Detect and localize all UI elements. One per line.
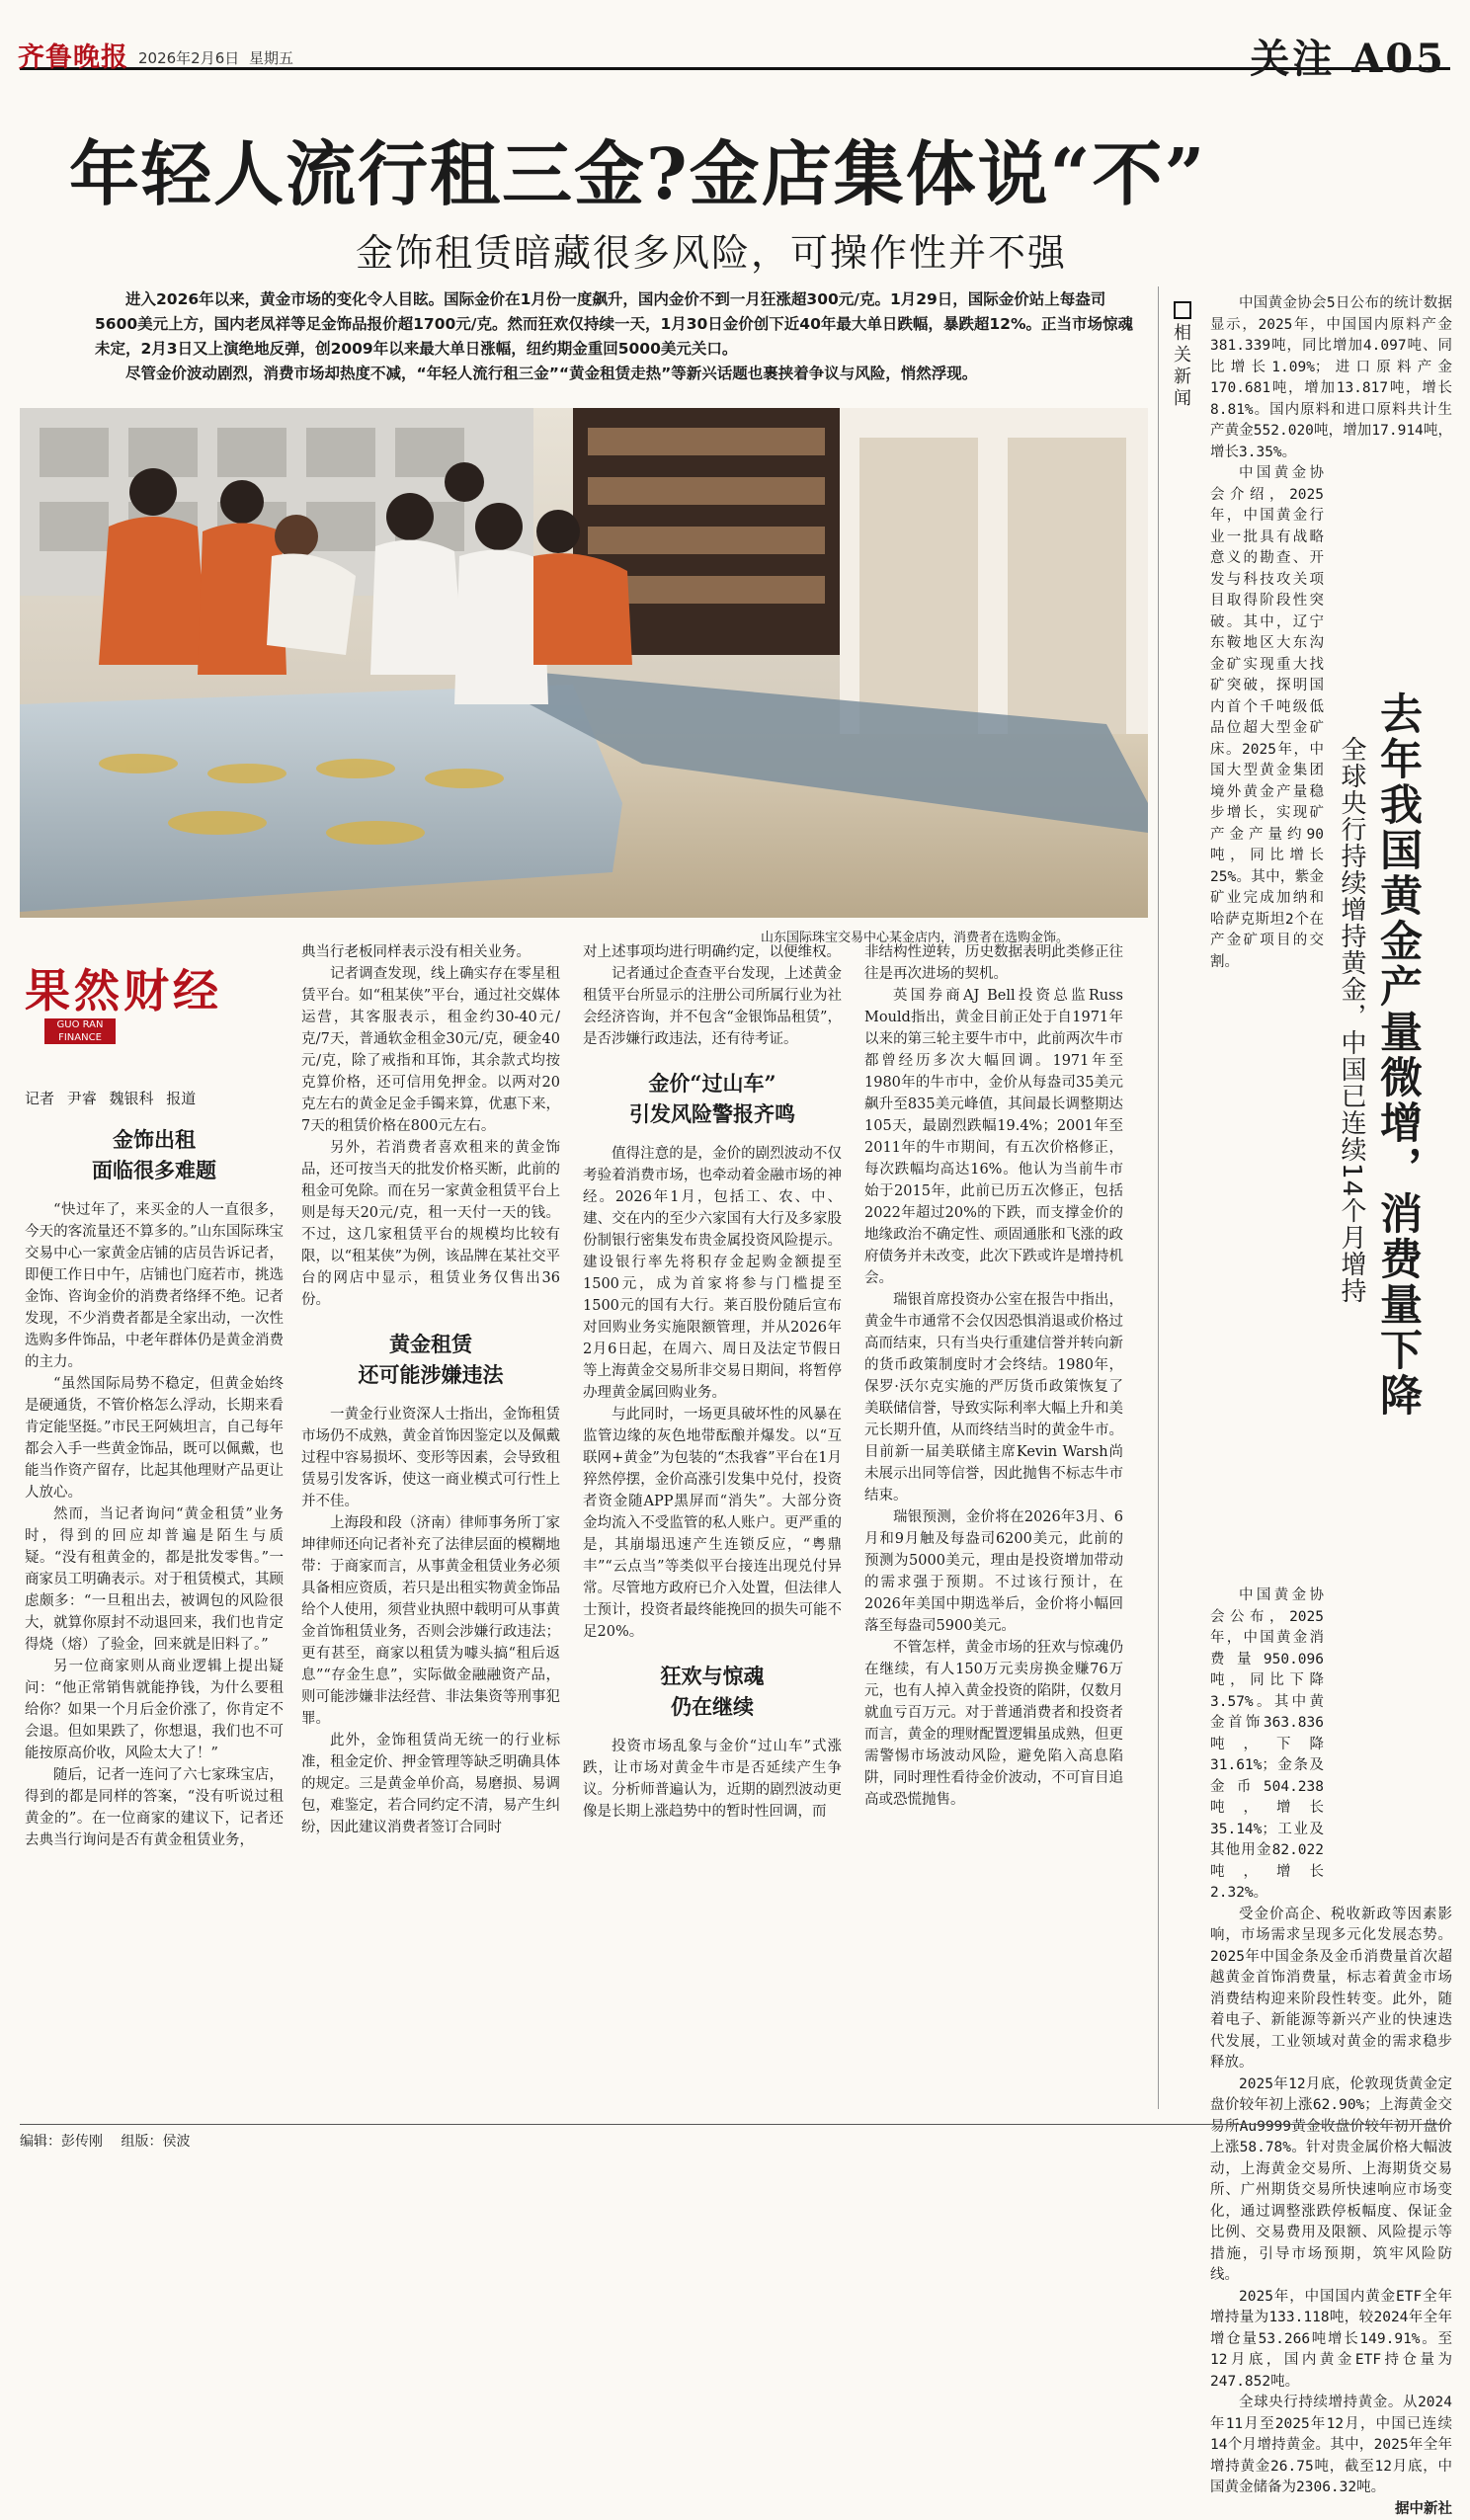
column-3-heading: 金价“过山车” 引发风险警报齐鸣	[583, 1068, 842, 1129]
reporter-byline: 记者 尹睿 魏银科 报道	[25, 1088, 196, 1108]
related-body-top	[1210, 293, 1452, 973]
subheadline: 金饰租赁暗藏很多风险，可操作性并不强	[356, 222, 1067, 277]
sidebar-divider	[1158, 286, 1159, 2109]
column-1	[25, 1106, 284, 1851]
layout-credit: 组版：侯波	[121, 2134, 190, 2150]
body-paragraph: 一黄金行业资深人士指出，金饰租赁市场仍不成熟，黄金首饰因鉴定以及佩戴过程中容易损坏、变形等因素，会导致租赁易引发客诉，使这一商业模式可行性上并不佳。	[301, 1404, 560, 1512]
lead-paragraphs	[95, 287, 1140, 386]
body-paragraph: 与此同时，一场更具破坏性的风暴在监管边缘的灰色地带酝酿并爆发。以“互联网+黄金”为包装的“杰我睿”平台在1月猝然停摆，金价高涨引发集中兑付，投资者资金随APP黑屏而“消失”。大部分资金均流入不受监管的私人账户。更严重的是，其崩塌迅速产生连锁反应，“粤鼎丰”“云点当”等类似平台接连出现兑付异常。尽管地方政府已介入处置，但法律人士预计，投资者最终能挽回的损失可能不足20%。	[583, 1404, 842, 1643]
guoran-finance-logo	[25, 963, 272, 1052]
body-paragraph: 瑞银预测，金价将在2026年3月、6月和9月触及每盎司6200美元，此前的预测为5000美元，理由是投资增加带动的需求强于预期。不过该行预计，在2026年美国中期选举后，金价将小幅回落至每盎司5900美元。	[864, 1506, 1123, 1637]
editor-credit: 编辑：彭传刚	[20, 2134, 103, 2150]
sidebar-paragraph: 2025年12月底，伦敦现货黄金定盘价较年初上涨62.90%；上海黄金交易所Au9999黄金收盘价较年初开盘价上涨58.78%。针对贵金属价格大幅波动，上海黄金交易所、上海期货交易所、广州期货交易所快速响应市场变化，通过调整涨跌停板幅度、保证金比例、交易费用及限额、风险提示等措施，引导市场预期，筑牢风险防线。	[1210, 2074, 1452, 2287]
body-paragraph: 随后，记者一连问了六七家珠宝店，得到的都是同样的答案，“没有听说过租黄金的”。在一位商家的建议下，记者还去典当行询问是否有黄金租赁业务，	[25, 1764, 284, 1851]
body-paragraph: “快过年了，来买金的人一直很多，今天的客流量还不算多的。”山东国际珠宝交易中心一家黄金店铺的店员告诉记者，即便工作日中午，店铺也门庭若市，挑选金饰、咨询金价的消费者络绎不绝。记者发现，不少消费者都是全家出动，一次性选购多件饰品，中老年群体仍是黄金消费的主力。	[25, 1199, 284, 1373]
lead-paragraph: 进入2026年以来，黄金市场的变化令人目眩。国际金价在1月份一度飙升，国内金价不到一月狂涨超300元/克。1月29日，国际金价站上每盎司5600美元上方，国内老凤祥等足金饰品报价超1700元/克。然而狂欢仅持续一天，1月30日金价创下近40年最大单日跌幅，暴跌超12%。正当市场惊魂未定，2月3日又上演绝地反弹，创2009年以来最大单日涨幅，纽约期金重回5000美元关口。	[95, 287, 1140, 362]
lead-paragraph: 尽管金价波动剧烈，消费市场却热度不减，“年轻人流行租三金”“黄金租赁走热”等新兴话题也裹挟着争议与风险，悄然浮现。	[95, 362, 1140, 386]
column-4	[864, 941, 1123, 1811]
body-paragraph: 另外，若消费者喜欢租来的黄金饰品，还可按当天的批发价格买断，此前的租金可免除。而在另一家黄金租赁平台上则是每天20元/克，租一天付一天的钱。不过，这几家租赁平台的规模均比较有限，以“租某侠”为例，该品牌在某社交平台的网店中显示，租赁业务仅售出36份。	[301, 1137, 560, 1311]
body-paragraph: 典当行老板同样表示没有相关业务。	[301, 941, 560, 963]
store-photo	[20, 408, 1148, 918]
source-credit: 据中新社	[1210, 2499, 1452, 2520]
column-2-heading: 黄金租赁 还可能涉嫌违法	[301, 1329, 560, 1390]
logo-en: GUO RAN FINANCE	[44, 1018, 116, 1044]
column-3	[583, 941, 842, 1823]
sidebar-paragraph: 中国黄金协会介绍，2025年，中国黄金行业一批具有战略意义的勘查、开发与科技攻关项目取得阶段性突破。其中，辽宁东鞍地区大东沟金矿实现重大找矿突破，探明国内首个千吨级低品位超大型金矿床。2025年，中国大型黄金集团境外黄金产量稳步增长，实现矿产金产量约90吨，同比增长25%。其中，紫金矿业完成加纳和哈萨克斯坦2个在产金矿项目的交割。	[1210, 463, 1324, 973]
related-body-bottom	[1210, 1585, 1452, 2520]
body-paragraph: 此外，金饰租赁尚无统一的行业标准，租金定价、押金管理等缺乏明确具体的规定。三是黄金单价高，易磨损、易调包，难鉴定，若合同约定不清，易产生纠纷，因此建议消费者签订合同时	[301, 1730, 560, 1838]
logo-cn: 果然财经	[25, 963, 272, 1018]
column-3-heading-2: 狂欢与惊魂 仍在继续	[583, 1661, 842, 1722]
photo-caption: 山东国际珠宝交易中心某金店内，消费者在选购金饰。	[761, 927, 1069, 945]
body-paragraph: 对上述事项均进行明确约定，以便维权。	[583, 941, 842, 963]
body-paragraph: 值得注意的是，金价的剧烈波动不仅考验着消费市场，也牵动着金融市场的神经。2026年1月，包括工、农、中、建、交在内的至少六家国有大行及多家股份制银行密集发布贵金属投资风险提示。建设银行率先将积存金起购金额提至1500元，成为首家将参与门槛提至1500元的国有大行。莱百股份随后宣布对回购业务实施限额管理，并从2026年2月6日起，在周六、周日及法定节假日等上海黄金交易所非交易日期间，将暂停办理黄金属回购业务。	[583, 1143, 842, 1404]
sidebar-paragraph: 全球央行持续增持黄金。从2024年11月至2025年12月，中国已连续14个月增持黄金。其中，2025年全年增持黄金26.75吨，截至12月底，中国黄金储备为2306.32吨。	[1210, 2393, 1452, 2499]
section-page-label: 关注 A05	[1250, 28, 1446, 84]
related-news-label: 相关新闻	[1171, 323, 1194, 410]
body-paragraph: “虽然国际局势不稳定，但黄金始终是硬通货，不管价格怎么浮动，长期来看肯定能坚挺。”市民王阿姨坦言，自己每年都会入手一些黄金饰品，既可以佩戴，也能当作资产留存，比起其他理财产品更让人放心。	[25, 1373, 284, 1504]
body-paragraph: 英国券商AJ Bell投资总监Russ Mould指出，黄金目前正处于自1971年以来的第三轮主要牛市中，此前两次牛市都曾经历多次大幅回调。1971年至1980年的牛市中，金价从每盎司35美元飙升至835美元峰值，其间最长调整期达105天，最剧烈跌幅19.4%；2001年至2011年的牛市期间，有五次价格修正，每次跌幅均高达16%。他认为当前牛市始于2015年，此前已历五次修正，包括2022年超过20%的下跌，而支撑金价的地缘政治不确定性、顽固通胀和飞涨的政府债务并未改变，此次下跌或许是增持机会。	[864, 985, 1123, 1289]
headline: 年轻人流行租三金?金店集体说“不”	[69, 119, 1156, 219]
square-icon	[1174, 301, 1191, 319]
body-paragraph: 记者通过企查查平台发现，上述黄金租赁平台所显示的注册公司所属行业为社会经济咨询，并不包含“金银饰品租赁”，是否涉嫌行政违法，还有待考证。	[583, 963, 842, 1050]
related-title: 去年我国黄金产量微增，消费量下降	[1368, 691, 1429, 1419]
issue-weekday: 星期五	[249, 47, 293, 68]
body-paragraph: 投资市场乱象与金价“过山车”式涨跌，让市场对黄金牛市是否延续产生争议。分析师普遍认为，近期的剧烈波动更像是长期上涨趋势中的暂时性回调，而	[583, 1736, 842, 1823]
body-paragraph: 不管怎样，黄金市场的狂欢与惊魂仍在继续，有人150万元卖房换金赚76万元，也有人掉入黄金投资的陷阱，仅数月就血亏百万元。对于普通消费者和投资者而言，黄金的理财配置逻辑虽成熟，但更需警惕市场波动风险，避免陷入高息陷阱，同时理性看待金价波动，不可盲目追高或恐慌抛售。	[864, 1637, 1123, 1811]
sidebar-paragraph: 受金价高企、税收新政等因素影响，市场需求呈现多元化发展态势。2025年中国金条及金币消费量首次超越黄金首饰消费量，标志着黄金市场消费结构迎来阶段性转变。此外，随着电子、新能源等新兴产业的快速迭代发展，工业领域对黄金的需求稳步释放。	[1210, 1905, 1452, 2074]
related-subtitle: 全球央行持续增持黄金，中国已连续14个月增持	[1334, 736, 1370, 1304]
footer	[20, 2124, 1450, 2151]
sidebar-paragraph: 中国黄金协会5日公布的统计数据显示，2025年，中国国内原料产金381.339吨，同比增加4.097吨、同比增长1.09%；进口原料产金170.681吨，增加13.817吨，增长8.81%。国内原料和进口原料共计生产黄金552.020吨，增加17.914吨，增长3.35%。	[1210, 293, 1452, 463]
related-news-tag	[1171, 301, 1194, 410]
column-1-heading: 金饰出租 面临很多难题	[25, 1124, 284, 1185]
issue-date: 2026年2月6日	[138, 47, 239, 68]
sidebar-paragraph: 2025年，中国国内黄金ETF全年增持量为133.118吨，较2024年全年增仓量53.266吨增长149.91%。至12月底，国内黄金ETF持仓量为247.852吨。	[1210, 2287, 1452, 2394]
body-paragraph: 然而，当记者询问“黄金租赁”业务时，得到的回应却普遍是陌生与质疑。“没有租黄金的，都是批发零售。”一商家员工明确表示。对于租赁模式，其顾虑颇多：“一旦租出去，被调包的风险很大，就算你原封不动退回来，我们也肯定得烧（熔）了验金，回来就是旧料了。”	[25, 1504, 284, 1656]
body-paragraph: 上海段和段（济南）律师事务所丁家坤律师还向记者补充了法律层面的模糊地带：于商家而言，从事黄金租赁业务必须具备相应资质，若只是出租实物黄金饰品给个人使用，须营业执照中载明可从事黄金首饰租赁业务，否则会涉嫌行政违法；更有甚至，商家以租赁为噱头搞“租后返息”“存金生息”，实际做金融融资产品，则可能涉嫌非法经营、非法集资等刑事犯罪。	[301, 1512, 560, 1730]
sidebar-paragraph: 中国黄金协会公布，2025年，中国黄金消费量950.096吨，同比下降3.57%。其中黄金首饰363.836吨，下降31.61%；金条及金币504.238吨，增长35.14%；工业及其他用金82.022吨，增长2.32%。	[1210, 1585, 1324, 1905]
body-paragraph: 另一位商家则从商业逻辑上提出疑问：“他正常销售就能挣钱，为什么要租给你？如果一个月后金价涨了，你肯定不会退。但如果跌了，你想退，我们也不可能按原高价收，风险太大了！”	[25, 1656, 284, 1764]
body-paragraph: 记者调查发现，线上确实存在零星租赁平台。如“租某侠”平台，通过社交媒体运营，其客服表示，租金约30-40元/克/7天，普通软金租金30元/克，硬金40元/克，除了戒指和耳饰，其余款式均按克算价格，还可信用免押金。以两对20克左右的黄金足金手镯来算，优惠下来，7天的租赁价格在800元左右。	[301, 963, 560, 1137]
body-paragraph: 非结构性逆转，历史数据表明此类修正往往是再次进场的契机。	[864, 941, 1123, 985]
body-paragraph: 瑞银首席投资办公室在报告中指出，黄金牛市通常不会仅因恐惧消退或价格过高而结束，只有当央行重建信誉并转向新的货币政策制度时才会终结。1980年，保罗·沃尔克实施的严厉货币政策恢复了美联储信誉，导致实际利率大幅上升和美元长期升值，从而终结当时的黄金牛市。目前新一届美联储主席Kevin Warsh尚未展示出同等信誉，因此抛售不标志牛市结束。	[864, 1289, 1123, 1506]
newspaper-brand: 齐鲁晚报	[18, 36, 128, 74]
column-2	[301, 941, 560, 1838]
